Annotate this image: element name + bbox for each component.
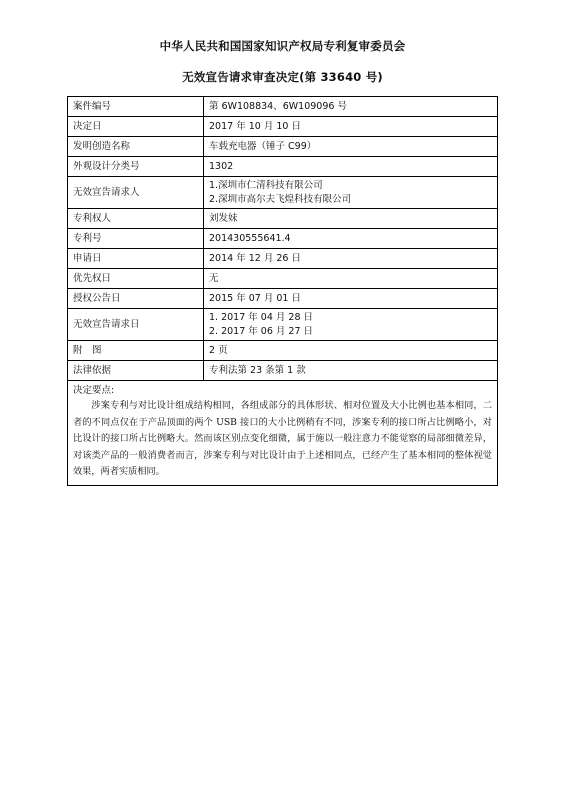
label-application-date: 申请日 xyxy=(68,249,204,269)
label-invalidation-request-date: 无效宣告请求日 xyxy=(68,309,204,341)
label-patentee: 专利权人 xyxy=(68,209,204,229)
decision-points-cell xyxy=(68,381,498,486)
label-invention-name: 发明创造名称 xyxy=(68,137,204,157)
label-grant-announcement-date: 授权公告日 xyxy=(68,289,204,309)
value-application-date: 2014 年 12 月 26 日 xyxy=(204,249,498,269)
label-attached-drawings: 附 图 xyxy=(68,341,204,361)
row-patentee xyxy=(68,209,498,229)
label-case-number: 案件编号 xyxy=(68,97,204,117)
label-legal-basis: 法律依据 xyxy=(68,361,204,381)
requester-1: 1.深圳市仁清科技有限公司 xyxy=(209,179,323,191)
value-invalidation-requester xyxy=(204,177,498,209)
value-legal-basis: 专利法第 23 条第 1 款 xyxy=(204,361,498,381)
value-priority-date: 无 xyxy=(204,269,498,289)
value-decision-date: 2017 年 10 月 10 日 xyxy=(204,117,498,137)
row-invalidation-requester xyxy=(68,177,498,209)
decision-info-table xyxy=(67,96,498,486)
row-priority-date xyxy=(68,269,498,289)
row-grant-announcement-date xyxy=(68,289,498,309)
value-patentee: 刘发妹 xyxy=(204,209,498,229)
label-design-class: 外观设计分类号 xyxy=(68,157,204,177)
request-date-1: 1. 2017 年 04 月 28 日 xyxy=(209,311,314,323)
row-patent-number xyxy=(68,229,498,249)
row-attached-drawings xyxy=(68,341,498,361)
row-invention-name xyxy=(68,137,498,157)
row-case-number xyxy=(68,97,498,117)
label-priority-date: 优先权日 xyxy=(68,269,204,289)
decision-subtitle: 无效宣告请求审查决定(第 33640 号) xyxy=(182,70,383,84)
row-invalidation-request-date xyxy=(68,309,498,341)
row-decision-date xyxy=(68,117,498,137)
requester-2: 2.深圳市高尔夫飞煌科技有限公司 xyxy=(209,193,352,205)
request-date-2: 2. 2017 年 06 月 27 日 xyxy=(209,325,314,337)
value-invalidation-request-date xyxy=(204,309,498,341)
label-invalidation-requester: 无效宣告请求人 xyxy=(68,177,204,209)
row-design-class xyxy=(68,157,498,177)
value-grant-announcement-date: 2015 年 07 月 01 日 xyxy=(204,289,498,309)
value-design-class: 1302 xyxy=(204,157,498,177)
row-legal-basis xyxy=(68,361,498,381)
decision-points-body: 涉案专利与对比设计组成结构相同，各组成部分的具体形状、相对位置及大小比例也基本相同，二者的不同点仅在于产品顶面的两个 USB 接口的大小比例稍有不同，涉案专利的接口所占比例略小，对比设计的接口所占比例略大。然而该区别点变化细微，属于施以一般注意力不能觉察的局部细微差异，对该类产品的一般消费者而言，涉案专利与对比设计由于上述相同点，已经产生了基本相同的整体视觉效果，两者实质相同。 xyxy=(73,400,492,477)
value-case-number: 第 6W108834、6W109096 号 xyxy=(204,97,498,117)
decision-points-heading: 决定要点: xyxy=(73,385,115,396)
document-title: 中华人民共和国国家知识产权局专利复审委员会 xyxy=(159,39,406,53)
row-decision-points xyxy=(68,381,498,486)
value-attached-drawings: 2 页 xyxy=(204,341,498,361)
row-application-date xyxy=(68,249,498,269)
value-invention-name: 车载充电器（锤子 C99） xyxy=(204,137,498,157)
value-patent-number: 201430555641.4 xyxy=(204,229,498,249)
label-patent-number: 专利号 xyxy=(68,229,204,249)
label-decision-date: 决定日 xyxy=(68,117,204,137)
